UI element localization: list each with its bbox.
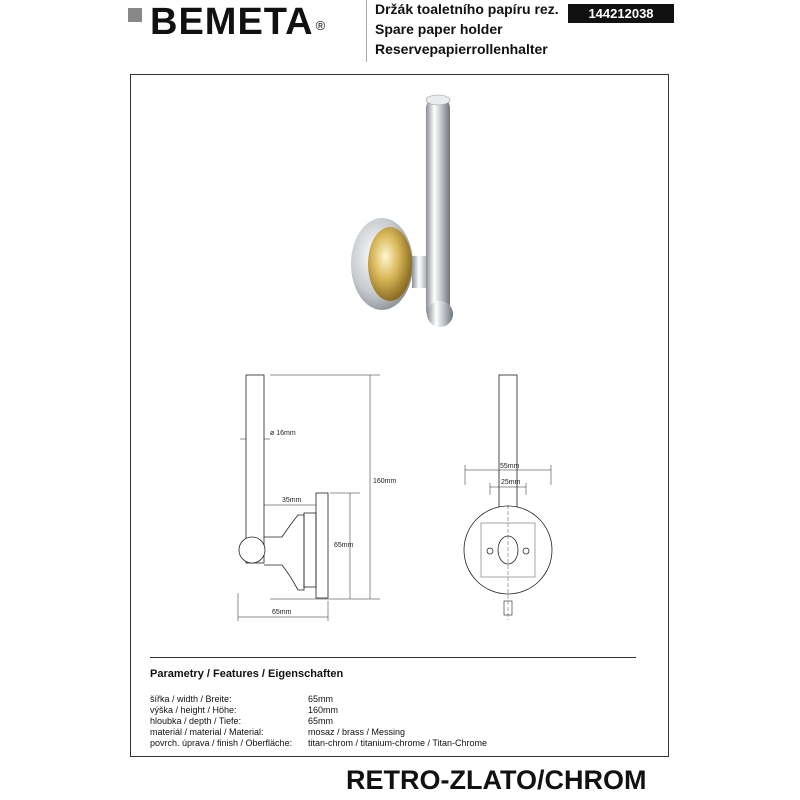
header-divider — [366, 0, 367, 62]
param-value-finish: titan-chrom / titanium-chrome / Titan-Chrome — [308, 738, 488, 748]
param-label-depth: hloubka / depth / Tiefe: — [150, 716, 242, 726]
dim-width: 65mm — [272, 609, 292, 616]
param-label-finish: povrch. úprava / finish / Oberfläche: — [150, 738, 293, 748]
param-label-height: výška / height / Höhe: — [150, 705, 237, 715]
param-value-height: 160mm — [308, 705, 339, 715]
param-label-width: šířka / width / Breite: — [150, 694, 232, 704]
holder-rod — [426, 98, 450, 320]
dim-arm: 35mm — [282, 497, 302, 504]
dim-front-holes: 25mm — [501, 479, 521, 486]
params-divider — [150, 657, 636, 658]
gold-ring — [368, 227, 412, 301]
param-value-material: mosaz / brass / Messing — [308, 727, 406, 737]
brand-name: BEMETA — [150, 1, 314, 43]
title-en: Spare paper holder — [375, 21, 503, 37]
dim-height: 160mm — [373, 478, 397, 485]
param-value-width: 65mm — [308, 694, 334, 704]
dim-front-width: 55mm — [500, 463, 520, 470]
title-de: Reservepapierrollenhalter — [375, 41, 548, 57]
param-label-material: materiál / material / Material: — [150, 727, 264, 737]
title-cz: Držák toaletního papíru rez. — [375, 1, 559, 17]
dim-plate: 65mm — [334, 542, 354, 549]
logo-square-icon — [128, 8, 142, 22]
collection-title: RETRO-ZLATO/CHROM — [346, 765, 647, 795]
front-drawing — [455, 365, 575, 625]
product-code: 144212038 — [568, 4, 674, 23]
rod-bottom-knob — [427, 301, 453, 327]
rod-top-cap — [426, 95, 450, 105]
side-drawing — [230, 365, 410, 625]
param-value-depth: 65mm — [308, 716, 334, 726]
brand-logo — [150, 0, 327, 44]
registered-mark: ® — [315, 18, 327, 33]
product-photo — [340, 88, 470, 348]
params-title: Parametry / Features / Eigenschaften — [150, 668, 344, 680]
dim-diameter: ø 16mm — [270, 430, 296, 437]
